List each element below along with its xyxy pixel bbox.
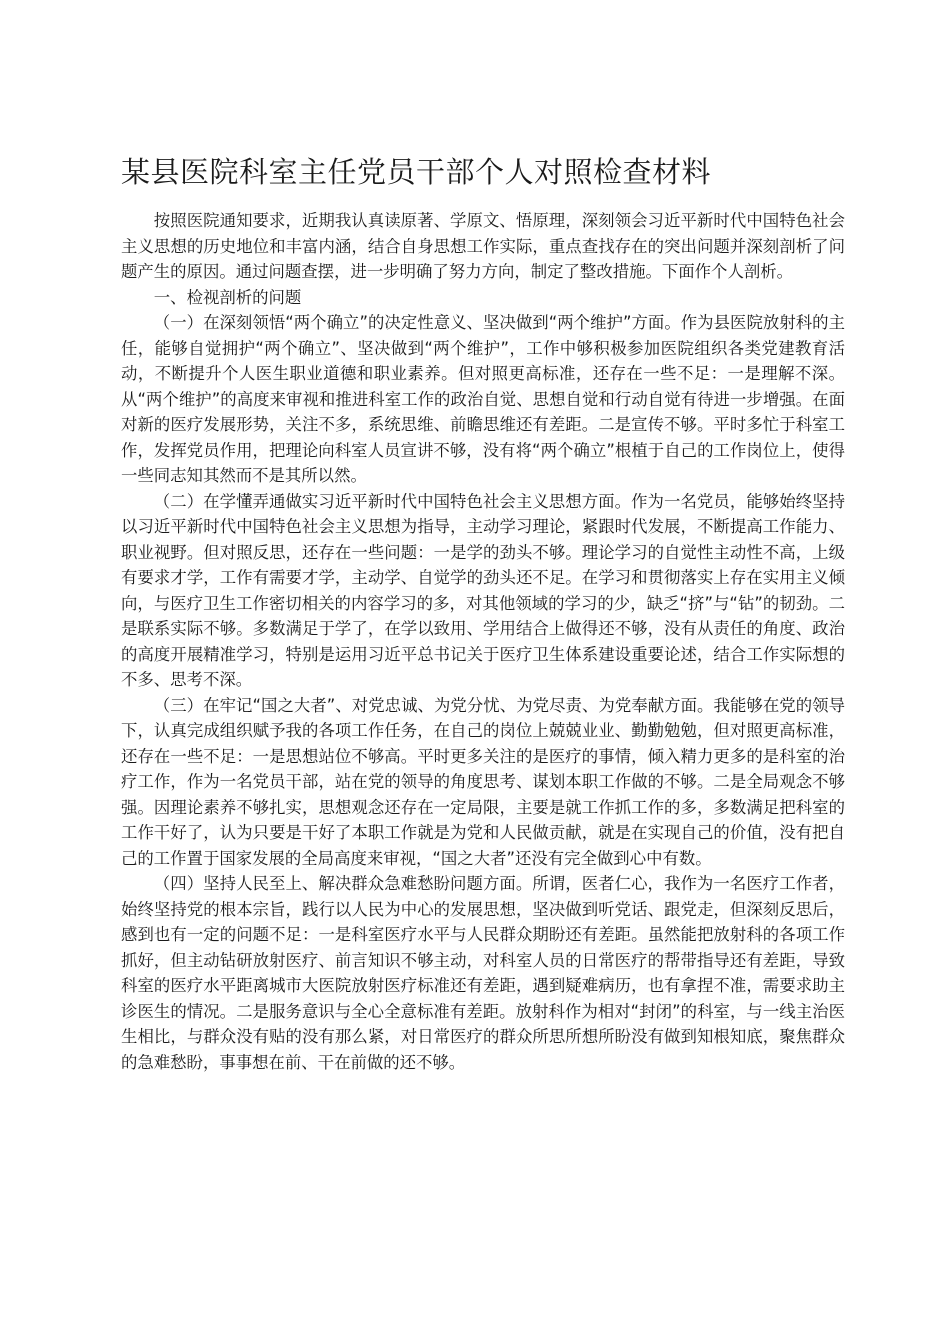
section-paragraph-3: （三）在牢记“国之大者”、对党忠诚、为党分忧、为党尽责、为党奉献方面。我能够在党的领导下，认真完成组织赋予我的各项工作任务，在自己的岗位上兢兢业业、勤勤勉勉，但对照更高标准，还存在一些不足：一是思想站位不够高。平时更多关注的是医疗的事情，倾入精力更多的是科室的治疗工作，作为一名党员干部，站在党的领导的角度思考、谋划本职工作做的不够。二是全局观念不够强。因理论素养不够扎实，思想观念还存在一定局限，主要是就工作抓工作的多，多数满足把科室的工作干好了，认为只要是干好了本职工作就是为党和人民做贡献，就是在实现自己的价值，没有把自己的工作置于国家发展的全局高度来审视，“国之大者”还没有完全做到心中有数。 [121, 695, 845, 868]
section-paragraph-4: （四）坚持人民至上、解决群众急难愁盼问题方面。所谓，医者仁心，我作为一名医疗工作者，始终坚持党的根本宗旨，践行以人民为中心的发展思想，坚决做到听党话、跟党走，但深刻反思后，感到也有一定的问题不足：一是科室医疗水平与人民群众期盼还有差距。虽然能把放射科的各项工作抓好，但主动钻研放射医疗、前言知识不够主动，对科室人员的日常医疗的帮带指导还有差距，导致科室的医疗水平距离城市大医院放射医疗标准还有差距，遇到疑难病历，也有拿捏不准，需要求助主诊医生的情况。二是服务意识与全心全意标准有差距。放射科作为相对“封闭”的科室，与一线主治医生相比，与群众没有贴的没有那么紧，对日常医疗的群众所思所想所盼没有做到知根知底，聚焦群众的急难愁盼，事事想在前、干在前做的还不够。 [121, 874, 845, 1072]
document-title: 某县医院科室主任党员干部个人对照检查材料 [121, 155, 712, 189]
document-page [121, 150, 845, 1075]
section-heading: 一、检视剖析的问题 [153, 287, 302, 307]
intro-paragraph: 按照医院通知要求，近期我认真读原著、学原文、悟原理，深刻领会习近平新时代中国特色社会主义思想的历史地位和丰富内涵，结合自身思想工作实际，重点查找存在的突出问题并深刻剖析了问题产生的原因。通过问题查摆，进一步明确了努力方向，制定了整改措施。下面作个人剖析。 [121, 211, 845, 281]
section-paragraph-1: （一）在深刻领悟“两个确立”的决定性意义、坚决做到“两个维护”方面。作为县医院放射科的主任，能够自觉拥护“两个确立”、坚决做到“两个维护”，工作中够积极参加医院组织各类党建教育活动，不断提升个人医生职业道德和职业素养。但对照更高标准，还存在一些不足：一是理解不深。从“两个维护”的高度来审视和推进科室工作的政治自觉、思想自觉和行动自觉有待进一步增强。在面对新的医疗发展形势，关注不多，系统思维、前瞻思维还有差距。二是宣传不够。平时多忙于科室工作，发挥党员作用，把理论向科室人员宣讲不够，没有将“两个确立”根植于自己的工作岗位上，使得一些同志知其然而不是其所以然。 [121, 313, 845, 485]
section-paragraph-2: （二）在学懂弄通做实习近平新时代中国特色社会主义思想方面。作为一名党员，能够始终坚持以习近平新时代中国特色社会主义思想为指导，主动学习理论，紧跟时代发展，不断提高工作能力、职业视野。但对照反思，还存在一些问题：一是学的劲头不够。理论学习的自觉性主动性不高，上级有要求才学，工作有需要才学，主动学、自觉学的劲头还不足。在学习和贯彻落实上存在实用主义倾向，与医疗卫生工作密切相关的内容学习的多，对其他领域的学习的少，缺乏“挤”与“钻”的韧劲。二是联系实际不够。多数满足于学了，在学以致用、学用结合上做得还不够，没有从责任的角度、政治的高度开展精准学习，特别是运用习近平总书记关于医疗卫生体系建设重要论述，结合工作实际想的不多、思考不深。 [121, 491, 845, 689]
